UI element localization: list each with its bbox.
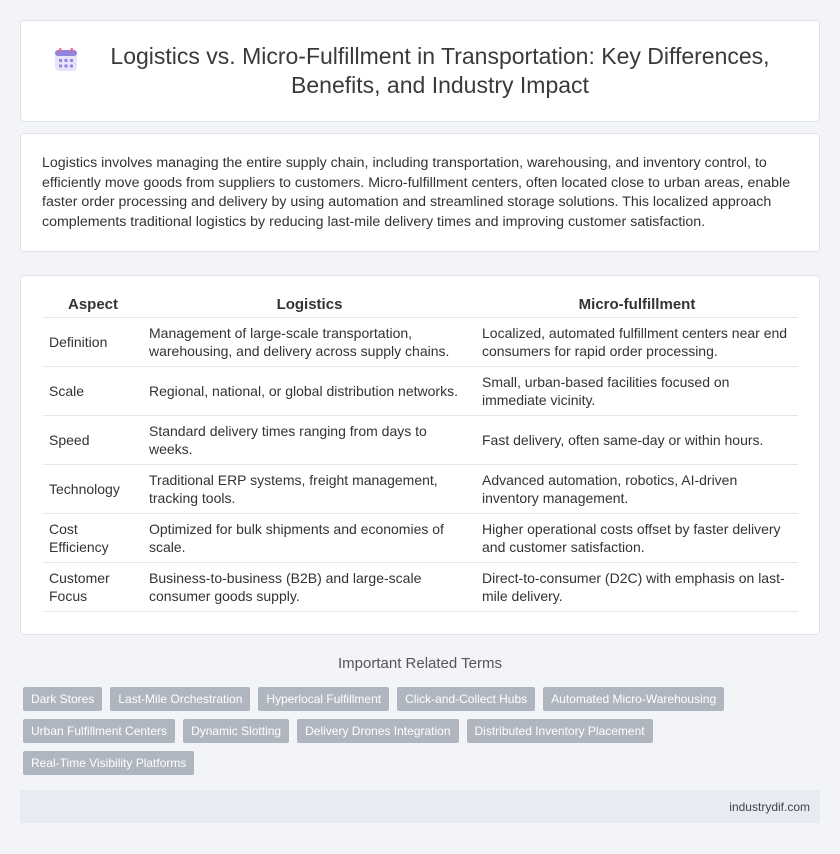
calendar-grid-icon (53, 47, 79, 73)
micro-fulfillment-cell: Advanced automation, robotics, AI-driven inventory management. (476, 465, 798, 514)
intro-card (20, 133, 820, 252)
term-tag-real-time-visibility-platforms[interactable]: Real-Time Visibility Platforms (23, 751, 194, 775)
logistics-cell: Standard delivery times ranging from days to weeks. (143, 416, 476, 465)
term-tag-urban-fulfillment-centers[interactable]: Urban Fulfillment Centers (23, 719, 175, 743)
term-tag-automated-micro-warehousing[interactable]: Automated Micro-Warehousing (543, 687, 724, 711)
table-row (43, 563, 798, 612)
related-terms-heading: Important Related Terms (338, 655, 502, 672)
table-row (43, 318, 798, 367)
comparison-table (43, 294, 798, 612)
term-tag-dark-stores[interactable]: Dark Stores (23, 687, 102, 711)
footer-bar (20, 790, 820, 823)
aspect-cell: Definition (43, 318, 143, 367)
aspect-cell: Cost Efficiency (43, 514, 143, 563)
term-tag-last-mile-orchestration[interactable]: Last-Mile Orchestration (110, 687, 250, 711)
column-header-aspect: Aspect (43, 294, 143, 318)
term-tag-delivery-drones-integration[interactable]: Delivery Drones Integration (297, 719, 458, 743)
page-title: Logistics vs. Micro-Fulfillment in Transportation: Key Differences, Benefits, and Industry Impact (110, 43, 770, 98)
table-row (43, 367, 798, 416)
title-wrap (21, 21, 819, 121)
column-header-micro-fulfillment: Micro-fulfillment (476, 294, 798, 318)
table-row (43, 465, 798, 514)
aspect-cell: Speed (43, 416, 143, 465)
column-header-logistics: Logistics (143, 294, 476, 318)
intro-paragraph: Logistics involves managing the entire supply chain, including transportation, warehousing, and inventory control, to efficiently move goods from suppliers to customers. Micro-fulfillment centers, often located close to urban areas, enable faster order processing and delivery by using automation and streamlined storage solutions. This localized approach complements traditional logistics by reducing last-mile delivery times and improving customer satisfaction. (42, 155, 791, 230)
term-tag-click-and-collect-hubs[interactable]: Click-and-Collect Hubs (397, 687, 535, 711)
logistics-cell: Optimized for bulk shipments and economies of scale. (143, 514, 476, 563)
table-row (43, 514, 798, 563)
logistics-cell: Business-to-business (B2B) and large-scale consumer goods supply. (143, 563, 476, 612)
micro-fulfillment-cell: Direct-to-consumer (D2C) with emphasis on last-mile delivery. (476, 563, 798, 612)
term-tag-dynamic-slotting[interactable]: Dynamic Slotting (183, 719, 289, 743)
table-header-row (43, 294, 798, 318)
term-tag-hyperlocal-fulfillment[interactable]: Hyperlocal Fulfillment (258, 687, 389, 711)
aspect-cell: Customer Focus (43, 563, 143, 612)
logistics-cell: Regional, national, or global distribution networks. (143, 367, 476, 416)
related-terms-list (23, 687, 803, 783)
header-card (20, 20, 820, 122)
comparison-table-card (20, 275, 820, 635)
term-tag-distributed-inventory-placement[interactable]: Distributed Inventory Placement (467, 719, 653, 743)
logistics-cell: Traditional ERP systems, freight management, tracking tools. (143, 465, 476, 514)
micro-fulfillment-cell: Higher operational costs offset by faster delivery and customer satisfaction. (476, 514, 798, 563)
logistics-cell: Management of large-scale transportation, warehousing, and delivery across supply chains. (143, 318, 476, 367)
micro-fulfillment-cell: Localized, automated fulfillment centers near end consumers for rapid order processing. (476, 318, 798, 367)
footer-site-link[interactable]: industrydif.com (729, 799, 810, 814)
micro-fulfillment-cell: Small, urban-based facilities focused on immediate vicinity. (476, 367, 798, 416)
table-row (43, 416, 798, 465)
micro-fulfillment-cell: Fast delivery, often same-day or within hours. (476, 416, 798, 465)
aspect-cell: Technology (43, 465, 143, 514)
aspect-cell: Scale (43, 367, 143, 416)
